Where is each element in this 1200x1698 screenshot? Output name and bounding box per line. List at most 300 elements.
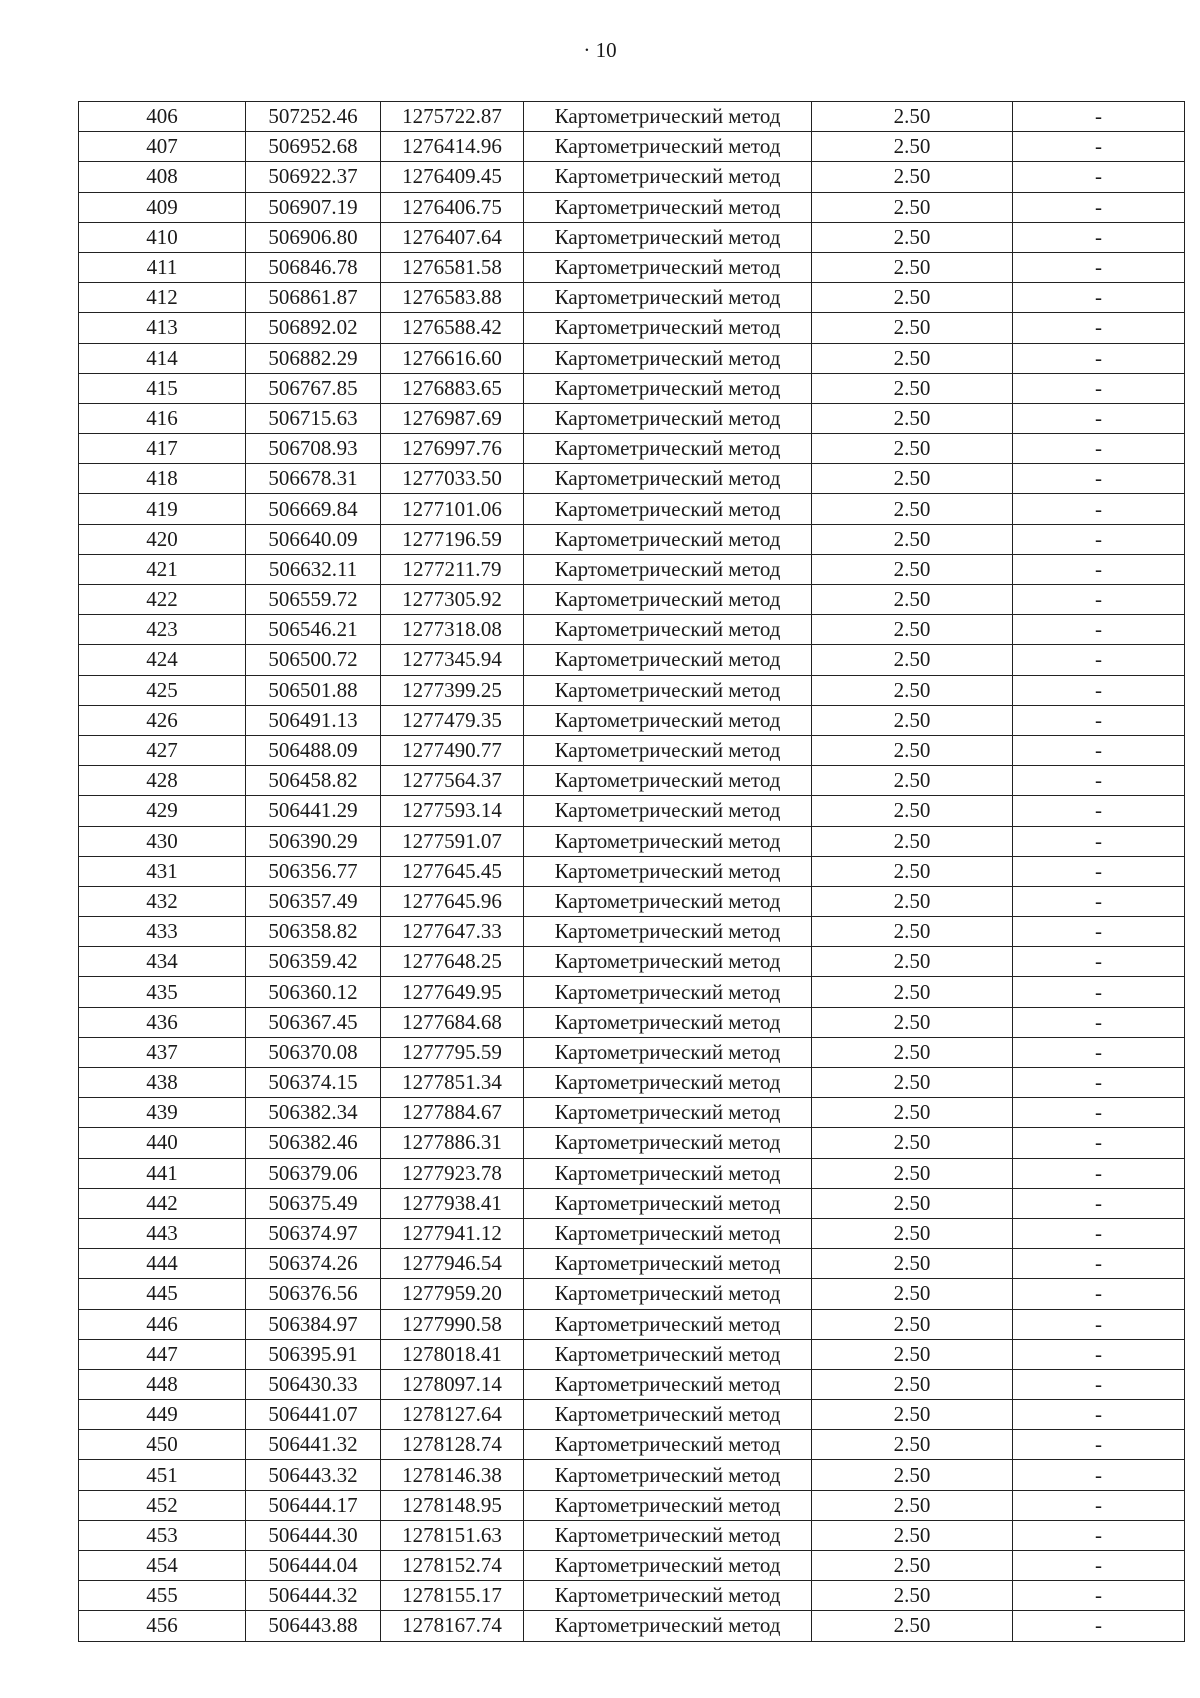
method-cell: Картометрический метод xyxy=(524,675,812,705)
table-row xyxy=(79,1188,1185,1218)
coordinates-table xyxy=(78,101,1185,1642)
accuracy-cell: 2.50 xyxy=(812,132,1013,162)
point-number-cell: 440 xyxy=(79,1128,246,1158)
table-row xyxy=(79,283,1185,313)
y-coordinate-cell: 1278155.17 xyxy=(381,1581,524,1611)
table-row xyxy=(79,524,1185,554)
y-coordinate-cell: 1276409.45 xyxy=(381,162,524,192)
y-coordinate-cell: 1278146.38 xyxy=(381,1460,524,1490)
y-coordinate-cell: 1276406.75 xyxy=(381,192,524,222)
x-coordinate-cell: 506370.08 xyxy=(246,1037,381,1067)
point-number-cell: 439 xyxy=(79,1098,246,1128)
y-coordinate-cell: 1277345.94 xyxy=(381,645,524,675)
point-number-cell: 425 xyxy=(79,675,246,705)
method-cell: Картометрический метод xyxy=(524,947,812,977)
description-cell: - xyxy=(1013,132,1185,162)
y-coordinate-cell: 1277564.37 xyxy=(381,766,524,796)
y-coordinate-cell: 1278151.63 xyxy=(381,1520,524,1550)
x-coordinate-cell: 506922.37 xyxy=(246,162,381,192)
accuracy-cell: 2.50 xyxy=(812,1551,1013,1581)
point-number-cell: 424 xyxy=(79,645,246,675)
x-coordinate-cell: 506861.87 xyxy=(246,283,381,313)
accuracy-cell: 2.50 xyxy=(812,554,1013,584)
y-coordinate-cell: 1276581.58 xyxy=(381,252,524,282)
description-cell: - xyxy=(1013,1098,1185,1128)
description-cell: - xyxy=(1013,524,1185,554)
method-cell: Картометрический метод xyxy=(524,1218,812,1248)
y-coordinate-cell: 1277795.59 xyxy=(381,1037,524,1067)
accuracy-cell: 2.50 xyxy=(812,886,1013,916)
method-cell: Картометрический метод xyxy=(524,1581,812,1611)
accuracy-cell: 2.50 xyxy=(812,705,1013,735)
x-coordinate-cell: 506382.46 xyxy=(246,1128,381,1158)
accuracy-cell: 2.50 xyxy=(812,1460,1013,1490)
y-coordinate-cell: 1277305.92 xyxy=(381,585,524,615)
y-coordinate-cell: 1277033.50 xyxy=(381,464,524,494)
y-coordinate-cell: 1276414.96 xyxy=(381,132,524,162)
accuracy-cell: 2.50 xyxy=(812,1400,1013,1430)
accuracy-cell: 2.50 xyxy=(812,615,1013,645)
point-number-cell: 452 xyxy=(79,1490,246,1520)
table-row xyxy=(79,162,1185,192)
accuracy-cell: 2.50 xyxy=(812,494,1013,524)
method-cell: Картометрический метод xyxy=(524,524,812,554)
description-cell: - xyxy=(1013,917,1185,947)
point-number-cell: 448 xyxy=(79,1369,246,1399)
point-number-cell: 454 xyxy=(79,1551,246,1581)
y-coordinate-cell: 1277593.14 xyxy=(381,796,524,826)
point-number-cell: 444 xyxy=(79,1249,246,1279)
accuracy-cell: 2.50 xyxy=(812,252,1013,282)
table-row xyxy=(79,1460,1185,1490)
point-number-cell: 406 xyxy=(79,102,246,132)
method-cell: Картометрический метод xyxy=(524,132,812,162)
x-coordinate-cell: 506458.82 xyxy=(246,766,381,796)
method-cell: Картометрический метод xyxy=(524,856,812,886)
description-cell: - xyxy=(1013,947,1185,977)
accuracy-cell: 2.50 xyxy=(812,856,1013,886)
accuracy-cell: 2.50 xyxy=(812,524,1013,554)
x-coordinate-cell: 506846.78 xyxy=(246,252,381,282)
x-coordinate-cell: 506767.85 xyxy=(246,373,381,403)
accuracy-cell: 2.50 xyxy=(812,796,1013,826)
x-coordinate-cell: 506715.63 xyxy=(246,403,381,433)
description-cell: - xyxy=(1013,373,1185,403)
table-row xyxy=(79,675,1185,705)
y-coordinate-cell: 1278167.74 xyxy=(381,1611,524,1641)
y-coordinate-cell: 1276883.65 xyxy=(381,373,524,403)
point-number-cell: 433 xyxy=(79,917,246,947)
table-row xyxy=(79,1520,1185,1550)
y-coordinate-cell: 1275722.87 xyxy=(381,102,524,132)
method-cell: Картометрический метод xyxy=(524,1309,812,1339)
accuracy-cell: 2.50 xyxy=(812,675,1013,705)
description-cell: - xyxy=(1013,766,1185,796)
accuracy-cell: 2.50 xyxy=(812,464,1013,494)
description-cell: - xyxy=(1013,1581,1185,1611)
table-row xyxy=(79,1551,1185,1581)
description-cell: - xyxy=(1013,585,1185,615)
accuracy-cell: 2.50 xyxy=(812,403,1013,433)
method-cell: Картометрический метод xyxy=(524,1400,812,1430)
table-row xyxy=(79,856,1185,886)
point-number-cell: 435 xyxy=(79,977,246,1007)
method-cell: Картометрический метод xyxy=(524,252,812,282)
point-number-cell: 418 xyxy=(79,464,246,494)
point-number-cell: 422 xyxy=(79,585,246,615)
method-cell: Картометрический метод xyxy=(524,1551,812,1581)
description-cell: - xyxy=(1013,1128,1185,1158)
method-cell: Картометрический метод xyxy=(524,796,812,826)
point-number-cell: 456 xyxy=(79,1611,246,1641)
point-number-cell: 412 xyxy=(79,283,246,313)
y-coordinate-cell: 1276997.76 xyxy=(381,434,524,464)
x-coordinate-cell: 506669.84 xyxy=(246,494,381,524)
point-number-cell: 437 xyxy=(79,1037,246,1067)
x-coordinate-cell: 506358.82 xyxy=(246,917,381,947)
table-row xyxy=(79,796,1185,826)
description-cell: - xyxy=(1013,1611,1185,1641)
point-number-cell: 420 xyxy=(79,524,246,554)
x-coordinate-cell: 506500.72 xyxy=(246,645,381,675)
method-cell: Картометрический метод xyxy=(524,403,812,433)
method-cell: Картометрический метод xyxy=(524,735,812,765)
x-coordinate-cell: 506546.21 xyxy=(246,615,381,645)
y-coordinate-cell: 1278097.14 xyxy=(381,1369,524,1399)
point-number-cell: 449 xyxy=(79,1400,246,1430)
x-coordinate-cell: 506441.32 xyxy=(246,1430,381,1460)
method-cell: Картометрический метод xyxy=(524,1430,812,1460)
page-number xyxy=(0,38,1200,63)
x-coordinate-cell: 506356.77 xyxy=(246,856,381,886)
description-cell: - xyxy=(1013,313,1185,343)
point-number-cell: 429 xyxy=(79,796,246,826)
y-coordinate-cell: 1276407.64 xyxy=(381,222,524,252)
x-coordinate-cell: 506379.06 xyxy=(246,1158,381,1188)
accuracy-cell: 2.50 xyxy=(812,585,1013,615)
method-cell: Картометрический метод xyxy=(524,494,812,524)
y-coordinate-cell: 1277645.96 xyxy=(381,886,524,916)
method-cell: Картометрический метод xyxy=(524,1520,812,1550)
description-cell: - xyxy=(1013,1218,1185,1248)
method-cell: Картометрический метод xyxy=(524,1098,812,1128)
x-coordinate-cell: 506906.80 xyxy=(246,222,381,252)
x-coordinate-cell: 506640.09 xyxy=(246,524,381,554)
description-cell: - xyxy=(1013,1279,1185,1309)
table-row xyxy=(79,1279,1185,1309)
method-cell: Картометрический метод xyxy=(524,1611,812,1641)
x-coordinate-cell: 506374.97 xyxy=(246,1218,381,1248)
table-row xyxy=(79,615,1185,645)
description-cell: - xyxy=(1013,162,1185,192)
y-coordinate-cell: 1278127.64 xyxy=(381,1400,524,1430)
accuracy-cell: 2.50 xyxy=(812,1520,1013,1550)
method-cell: Картометрический метод xyxy=(524,1249,812,1279)
page-number-dot: · xyxy=(583,38,596,62)
point-number-cell: 410 xyxy=(79,222,246,252)
method-cell: Картометрический метод xyxy=(524,1007,812,1037)
accuracy-cell: 2.50 xyxy=(812,735,1013,765)
accuracy-cell: 2.50 xyxy=(812,826,1013,856)
description-cell: - xyxy=(1013,796,1185,826)
table-row xyxy=(79,1400,1185,1430)
table-row xyxy=(79,705,1185,735)
description-cell: - xyxy=(1013,1520,1185,1550)
point-number-cell: 450 xyxy=(79,1430,246,1460)
x-coordinate-cell: 506376.56 xyxy=(246,1279,381,1309)
y-coordinate-cell: 1277886.31 xyxy=(381,1128,524,1158)
table-row xyxy=(79,1098,1185,1128)
accuracy-cell: 2.50 xyxy=(812,222,1013,252)
description-cell: - xyxy=(1013,1007,1185,1037)
description-cell: - xyxy=(1013,735,1185,765)
method-cell: Картометрический метод xyxy=(524,1158,812,1188)
x-coordinate-cell: 506444.04 xyxy=(246,1551,381,1581)
accuracy-cell: 2.50 xyxy=(812,645,1013,675)
x-coordinate-cell: 507252.46 xyxy=(246,102,381,132)
method-cell: Картометрический метод xyxy=(524,917,812,947)
x-coordinate-cell: 506374.26 xyxy=(246,1249,381,1279)
x-coordinate-cell: 506374.15 xyxy=(246,1068,381,1098)
accuracy-cell: 2.50 xyxy=(812,1158,1013,1188)
table-row xyxy=(79,494,1185,524)
accuracy-cell: 2.50 xyxy=(812,977,1013,1007)
method-cell: Картометрический метод xyxy=(524,343,812,373)
accuracy-cell: 2.50 xyxy=(812,1430,1013,1460)
y-coordinate-cell: 1277990.58 xyxy=(381,1309,524,1339)
method-cell: Картометрический метод xyxy=(524,464,812,494)
description-cell: - xyxy=(1013,705,1185,735)
table-row xyxy=(79,434,1185,464)
description-cell: - xyxy=(1013,102,1185,132)
description-cell: - xyxy=(1013,1400,1185,1430)
method-cell: Картометрический метод xyxy=(524,977,812,1007)
table-row xyxy=(79,313,1185,343)
table-row xyxy=(79,1218,1185,1248)
table-row xyxy=(79,1128,1185,1158)
table-row xyxy=(79,826,1185,856)
accuracy-cell: 2.50 xyxy=(812,1279,1013,1309)
table-row xyxy=(79,1490,1185,1520)
accuracy-cell: 2.50 xyxy=(812,1581,1013,1611)
point-number-cell: 409 xyxy=(79,192,246,222)
accuracy-cell: 2.50 xyxy=(812,283,1013,313)
accuracy-cell: 2.50 xyxy=(812,1098,1013,1128)
method-cell: Картометрический метод xyxy=(524,645,812,675)
accuracy-cell: 2.50 xyxy=(812,1490,1013,1520)
table-row xyxy=(79,917,1185,947)
description-cell: - xyxy=(1013,192,1185,222)
x-coordinate-cell: 506488.09 xyxy=(246,735,381,765)
x-coordinate-cell: 506443.32 xyxy=(246,1460,381,1490)
description-cell: - xyxy=(1013,615,1185,645)
point-number-cell: 445 xyxy=(79,1279,246,1309)
description-cell: - xyxy=(1013,826,1185,856)
x-coordinate-cell: 506559.72 xyxy=(246,585,381,615)
method-cell: Картометрический метод xyxy=(524,1369,812,1399)
table-row xyxy=(79,947,1185,977)
table-row xyxy=(79,1369,1185,1399)
accuracy-cell: 2.50 xyxy=(812,102,1013,132)
y-coordinate-cell: 1277938.41 xyxy=(381,1188,524,1218)
x-coordinate-cell: 506444.30 xyxy=(246,1520,381,1550)
accuracy-cell: 2.50 xyxy=(812,434,1013,464)
method-cell: Картометрический метод xyxy=(524,102,812,132)
y-coordinate-cell: 1277318.08 xyxy=(381,615,524,645)
x-coordinate-cell: 506441.07 xyxy=(246,1400,381,1430)
y-coordinate-cell: 1277399.25 xyxy=(381,675,524,705)
x-coordinate-cell: 506367.45 xyxy=(246,1007,381,1037)
point-number-cell: 436 xyxy=(79,1007,246,1037)
description-cell: - xyxy=(1013,403,1185,433)
point-number-cell: 417 xyxy=(79,434,246,464)
table-row xyxy=(79,886,1185,916)
accuracy-cell: 2.50 xyxy=(812,1007,1013,1037)
x-coordinate-cell: 506952.68 xyxy=(246,132,381,162)
x-coordinate-cell: 506430.33 xyxy=(246,1369,381,1399)
table-row xyxy=(79,252,1185,282)
y-coordinate-cell: 1278128.74 xyxy=(381,1430,524,1460)
y-coordinate-cell: 1276616.60 xyxy=(381,343,524,373)
table-row xyxy=(79,1309,1185,1339)
point-number-cell: 442 xyxy=(79,1188,246,1218)
y-coordinate-cell: 1277941.12 xyxy=(381,1218,524,1248)
y-coordinate-cell: 1277490.77 xyxy=(381,735,524,765)
point-number-cell: 447 xyxy=(79,1339,246,1369)
y-coordinate-cell: 1278148.95 xyxy=(381,1490,524,1520)
page-number-value: 10 xyxy=(595,38,617,62)
method-cell: Картометрический метод xyxy=(524,222,812,252)
method-cell: Картометрический метод xyxy=(524,1460,812,1490)
point-number-cell: 453 xyxy=(79,1520,246,1550)
point-number-cell: 443 xyxy=(79,1218,246,1248)
description-cell: - xyxy=(1013,464,1185,494)
method-cell: Картометрический метод xyxy=(524,766,812,796)
x-coordinate-cell: 506444.17 xyxy=(246,1490,381,1520)
description-cell: - xyxy=(1013,222,1185,252)
table-row xyxy=(79,1430,1185,1460)
description-cell: - xyxy=(1013,1309,1185,1339)
description-cell: - xyxy=(1013,283,1185,313)
point-number-cell: 431 xyxy=(79,856,246,886)
point-number-cell: 451 xyxy=(79,1460,246,1490)
method-cell: Картометрический метод xyxy=(524,615,812,645)
point-number-cell: 430 xyxy=(79,826,246,856)
y-coordinate-cell: 1277196.59 xyxy=(381,524,524,554)
accuracy-cell: 2.50 xyxy=(812,766,1013,796)
x-coordinate-cell: 506708.93 xyxy=(246,434,381,464)
y-coordinate-cell: 1277479.35 xyxy=(381,705,524,735)
table-row xyxy=(79,585,1185,615)
y-coordinate-cell: 1277851.34 xyxy=(381,1068,524,1098)
accuracy-cell: 2.50 xyxy=(812,162,1013,192)
x-coordinate-cell: 506678.31 xyxy=(246,464,381,494)
table-row xyxy=(79,192,1185,222)
x-coordinate-cell: 506441.29 xyxy=(246,796,381,826)
accuracy-cell: 2.50 xyxy=(812,1068,1013,1098)
method-cell: Картометрический метод xyxy=(524,434,812,464)
y-coordinate-cell: 1276588.42 xyxy=(381,313,524,343)
method-cell: Картометрический метод xyxy=(524,1279,812,1309)
method-cell: Картометрический метод xyxy=(524,1128,812,1158)
x-coordinate-cell: 506382.34 xyxy=(246,1098,381,1128)
y-coordinate-cell: 1277101.06 xyxy=(381,494,524,524)
y-coordinate-cell: 1278152.74 xyxy=(381,1551,524,1581)
description-cell: - xyxy=(1013,252,1185,282)
description-cell: - xyxy=(1013,1249,1185,1279)
accuracy-cell: 2.50 xyxy=(812,1188,1013,1218)
y-coordinate-cell: 1276583.88 xyxy=(381,283,524,313)
accuracy-cell: 2.50 xyxy=(812,1309,1013,1339)
table-row xyxy=(79,464,1185,494)
description-cell: - xyxy=(1013,1037,1185,1067)
accuracy-cell: 2.50 xyxy=(812,1339,1013,1369)
accuracy-cell: 2.50 xyxy=(812,313,1013,343)
point-number-cell: 414 xyxy=(79,343,246,373)
point-number-cell: 455 xyxy=(79,1581,246,1611)
point-number-cell: 434 xyxy=(79,947,246,977)
table-row xyxy=(79,645,1185,675)
x-coordinate-cell: 506892.02 xyxy=(246,313,381,343)
description-cell: - xyxy=(1013,886,1185,916)
description-cell: - xyxy=(1013,1339,1185,1369)
method-cell: Картометрический метод xyxy=(524,886,812,916)
point-number-cell: 423 xyxy=(79,615,246,645)
y-coordinate-cell: 1277211.79 xyxy=(381,554,524,584)
point-number-cell: 421 xyxy=(79,554,246,584)
description-cell: - xyxy=(1013,1551,1185,1581)
accuracy-cell: 2.50 xyxy=(812,947,1013,977)
y-coordinate-cell: 1277645.45 xyxy=(381,856,524,886)
method-cell: Картометрический метод xyxy=(524,826,812,856)
y-coordinate-cell: 1277647.33 xyxy=(381,917,524,947)
method-cell: Картометрический метод xyxy=(524,192,812,222)
method-cell: Картометрический метод xyxy=(524,585,812,615)
method-cell: Картометрический метод xyxy=(524,554,812,584)
point-number-cell: 432 xyxy=(79,886,246,916)
description-cell: - xyxy=(1013,1068,1185,1098)
table-row xyxy=(79,373,1185,403)
x-coordinate-cell: 506501.88 xyxy=(246,675,381,705)
point-number-cell: 416 xyxy=(79,403,246,433)
table-row xyxy=(79,1158,1185,1188)
description-cell: - xyxy=(1013,1460,1185,1490)
x-coordinate-cell: 506360.12 xyxy=(246,977,381,1007)
description-cell: - xyxy=(1013,1369,1185,1399)
table-row xyxy=(79,554,1185,584)
x-coordinate-cell: 506882.29 xyxy=(246,343,381,373)
method-cell: Картометрический метод xyxy=(524,1068,812,1098)
point-number-cell: 427 xyxy=(79,735,246,765)
x-coordinate-cell: 506395.91 xyxy=(246,1339,381,1369)
x-coordinate-cell: 506444.32 xyxy=(246,1581,381,1611)
y-coordinate-cell: 1277923.78 xyxy=(381,1158,524,1188)
table-row xyxy=(79,1037,1185,1067)
point-number-cell: 428 xyxy=(79,766,246,796)
table-row xyxy=(79,1339,1185,1369)
table-row xyxy=(79,1007,1185,1037)
table-row xyxy=(79,1249,1185,1279)
method-cell: Картометрический метод xyxy=(524,283,812,313)
point-number-cell: 407 xyxy=(79,132,246,162)
table-row xyxy=(79,1581,1185,1611)
method-cell: Картометрический метод xyxy=(524,1490,812,1520)
x-coordinate-cell: 506907.19 xyxy=(246,192,381,222)
x-coordinate-cell: 506390.29 xyxy=(246,826,381,856)
x-coordinate-cell: 506359.42 xyxy=(246,947,381,977)
coordinates-table-body xyxy=(79,102,1185,1642)
table-row xyxy=(79,222,1185,252)
